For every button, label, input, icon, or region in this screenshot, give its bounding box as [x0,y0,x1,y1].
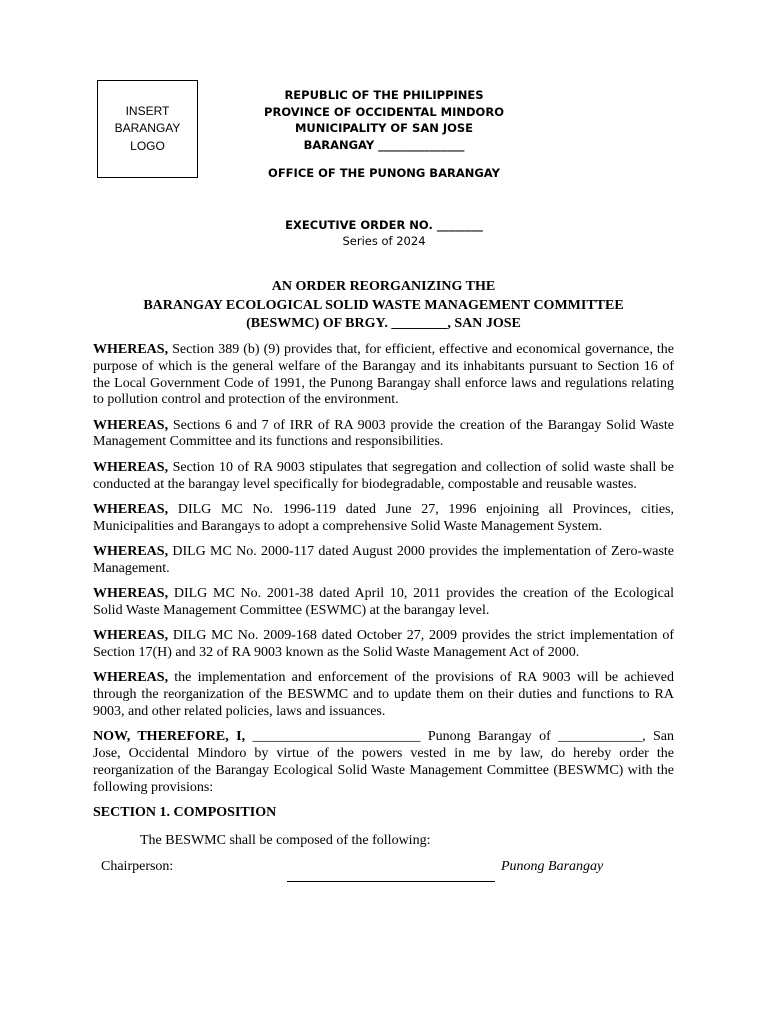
whereas-text: Section 10 of RA 9003 stipulates that segregation and collection of solid waste shall be conducted at the barangay level specifically for biodegradable, compostable and reusable wastes. [93,459,675,492]
logo-placeholder-line: LOGO [130,138,165,153]
order-title-line: BARANGAY ECOLOGICAL SOLID WASTE MANAGEMENT COMMITTEE [143,297,624,313]
letterhead-barangay: BARANGAY _______________ [303,137,465,152]
order-title-line: (BESWMC) OF BRGY. ________, SAN JOSE [246,316,521,331]
whereas-lead: WHEREAS, [93,342,169,357]
now-therefore-text: ________________________ Punong Barangay of ____________, San Jose, Occidental Mindoro by virtue of the powers vested in me by law, do hereby order the reorganization of the Barangay Ecological Solid Waste Management Committee (BESWMC) with the following provisions: [93,729,674,795]
order-title-line: AN ORDER REORGANIZING THE [271,279,496,294]
whereas-text: DILG MC No. 1996-119 dated June 27, 1996 enjoining all Provinces, cities, Municipalities and Barangays to adopt a comprehensive Solid Waste Management System. [93,501,675,534]
whereas-lead: WHEREAS, [93,459,169,475]
whereas-clause [93,418,674,452]
whereas-text: DILG MC No. 2001-38 dated April 10, 2011 provides the creation of the Ecological Solid Waste Management Committee (ESWMC) at the barangay level. [93,586,675,618]
order-body [93,342,674,897]
executive-order-series: Series of 2024 [342,234,426,248]
letterhead-municipality: MUNICIPALITY OF SAN JOSE [294,121,474,135]
whereas-clause [93,460,674,494]
section-1-heading: SECTION 1. COMPOSITION [93,805,277,821]
section-1-intro: The BESWMC shall be composed of the following: [140,833,431,849]
chairperson-label: Chairperson: [101,858,174,874]
whereas-text: the implementation and enforcement of the provisions of RA 9003 will be achieved through the reorganization of the BESWMC and to update them on their duties and functions to RA 9003, and other related policies, laws and issuances. [93,670,675,719]
now-therefore-lead: NOW, THEREFORE, I, [93,729,246,745]
whereas-lead: WHEREAS, [93,417,169,433]
logo-placeholder-line: INSERT [125,103,170,118]
whereas-lead: WHEREAS, [93,586,169,602]
barangay-logo-placeholder [97,80,198,178]
whereas-clause [93,628,674,662]
whereas-lead: WHEREAS, [93,543,169,559]
order-title [92,278,675,334]
whereas-clause [93,502,674,536]
whereas-clause [93,544,674,578]
letterhead [200,87,568,153]
office-title: OFFICE OF THE PUNONG BARANGAY [268,166,500,180]
chairperson-position: Punong Barangay [501,858,604,874]
whereas-lead: WHEREAS, [93,670,169,686]
logo-placeholder-line: BARANGAY [114,121,181,136]
whereas-clause [93,586,674,620]
whereas-lead: WHEREAS, [93,501,169,517]
executive-order-heading [200,217,568,249]
chairperson-row [93,857,674,897]
letterhead-country: REPUBLIC OF THE PHILIPPINES [284,88,484,102]
executive-order-number: EXECUTIVE ORDER NO. ________ [285,218,483,232]
whereas-text: DILG MC No. 2009-168 dated October 27, 2009 provides the strict implementation of Section 17(H) and 32 of RA 9003 known as the Solid Waste Management Act of 2000. [93,628,674,660]
whereas-clause [93,670,674,720]
chairperson-name-line [287,881,495,882]
now-therefore-clause [93,729,674,796]
letterhead-province: PROVINCE OF OCCIDENTAL MINDORO [264,104,504,119]
whereas-clause [93,342,674,409]
whereas-lead: WHEREAS, [93,628,169,644]
whereas-text: Section 389 (b) (9) provides that, for efficient, effective and economical governance, the purpose of which is the general welfare of the Barangay and its inhabitants pursuant to Section 16 of the Local Government Code of 1991, the Punong Barangay shall enforce laws and regulations relating to pollution control and protection of the environment. [93,342,674,408]
whereas-clauses [93,342,674,721]
whereas-text: DILG MC No. 2000-117 dated August 2000 provides the implementation of Zero-waste Management. [93,543,675,576]
whereas-text: Sections 6 and 7 of IRR of RA 9003 provide the creation of the Barangay Solid Waste Management Committee and its functions and responsibilities. [93,417,674,450]
